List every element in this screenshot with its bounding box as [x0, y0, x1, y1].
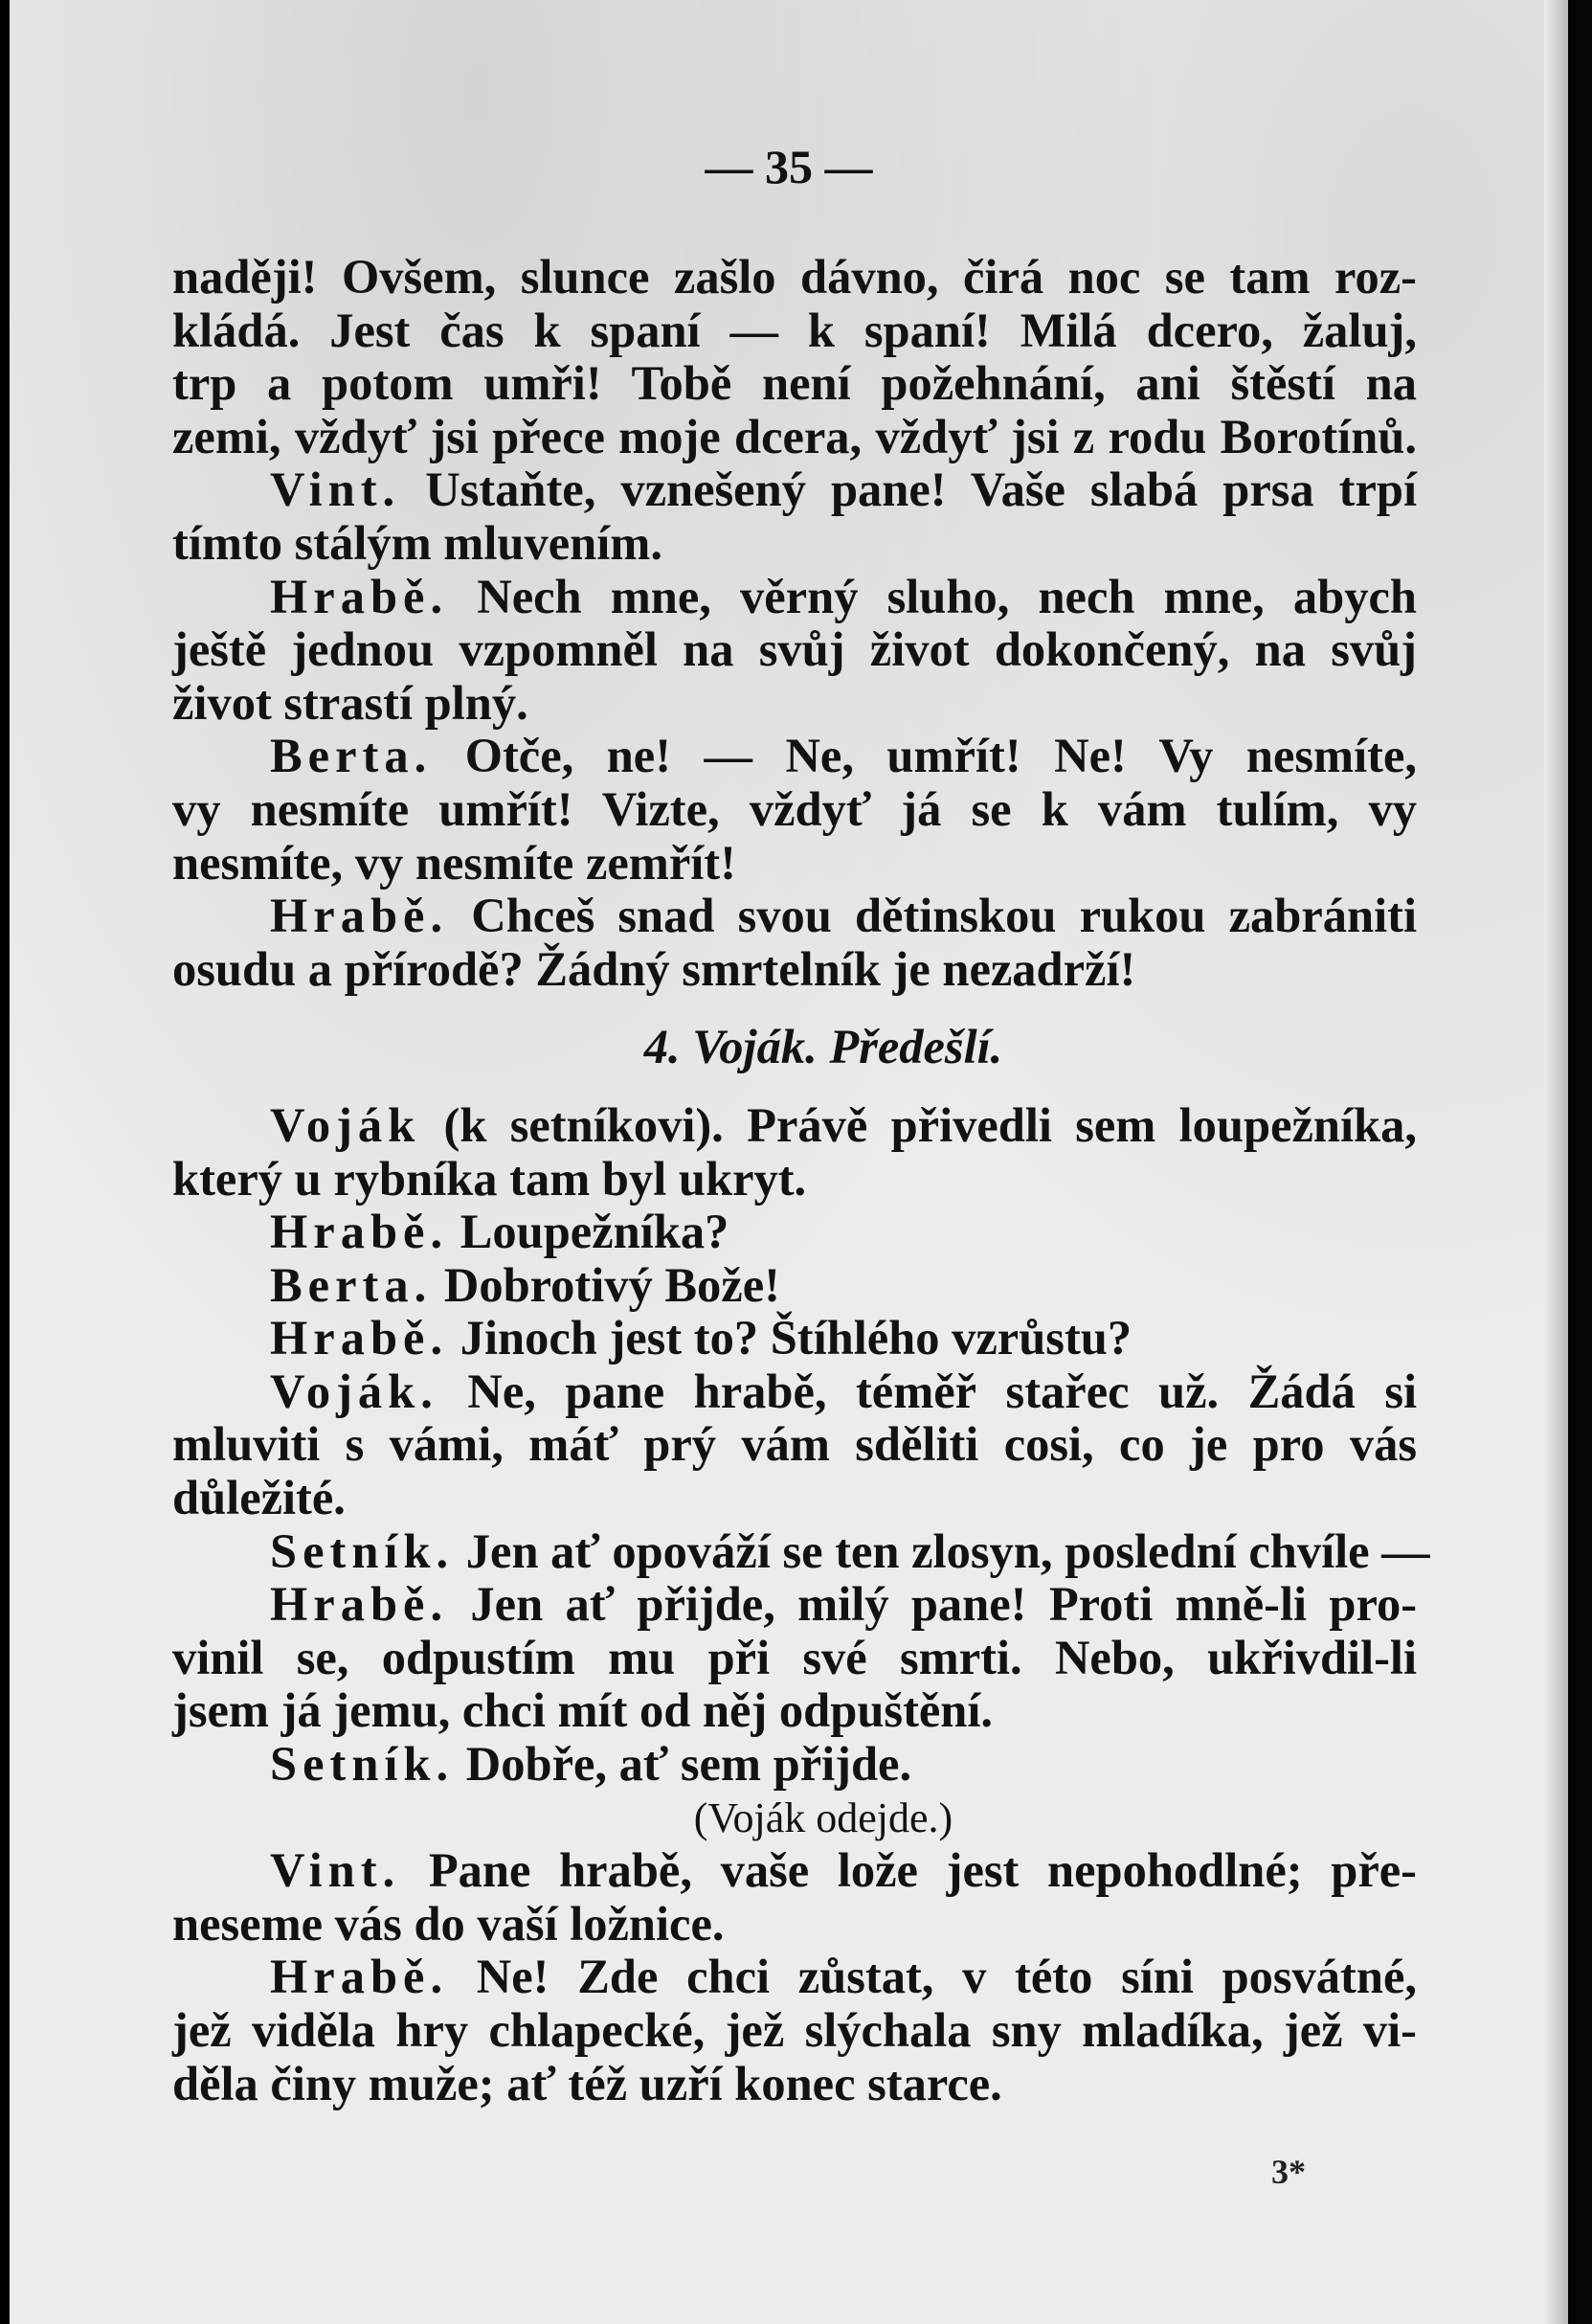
- text-line: osudu a přírodě? Žádný smrtelník je nezadrží!: [172, 941, 1136, 996]
- signature-mark: 3*: [1271, 2153, 1306, 2191]
- speaker-name: Setník.: [270, 1523, 455, 1578]
- text-line: tímto stálým mluvením.: [172, 515, 662, 570]
- dialogue-line: [172, 1099, 1417, 1153]
- page-text: [172, 250, 1430, 2110]
- dialogue-text: Pane hrabě, vaše lože jest nepohodlné; pře-: [428, 1843, 1418, 1898]
- text-line: nesmíte, vy nesmíte zemřít!: [172, 835, 736, 890]
- dialogue-line: [172, 1523, 1430, 1579]
- text-line: vy nesmíte umřít! Vizte, vždyť já se k vám tulím, vy: [172, 781, 1417, 836]
- text-line: důležité.: [172, 1471, 346, 1525]
- speaker-name: Setník.: [270, 1737, 455, 1792]
- speaker-name: Hrabě.: [270, 1950, 449, 2004]
- dialogue-line: [172, 1259, 1417, 1313]
- dialogue-text: Loupežníka?: [460, 1205, 729, 1259]
- speaker-name: Hrabě.: [270, 1205, 449, 1259]
- dialogue-line: [172, 463, 1417, 517]
- text-line: kládá. Jest čas k spaní — k spaní! Milá dcero, žaluj,: [172, 303, 1417, 357]
- text-line: mluviti s vámi, máť prý vám sděliti cosi, co je pro vás: [172, 1417, 1417, 1472]
- dialogue-line: [172, 1951, 1417, 2004]
- text-line: děla činy muže; ať též uzří konec starce.: [172, 2056, 1002, 2110]
- speaker-name: Voják: [270, 1097, 421, 1152]
- dialogue-line: [172, 890, 1417, 943]
- dialogue-text: Jen ať opováží se ten zlosyn, poslední chvíle —: [465, 1523, 1430, 1578]
- dialogue-text: Ne, pane hrabě, téměř stařec už. Žádá si: [467, 1364, 1417, 1418]
- page-gutter-shadow: [1544, 0, 1568, 2324]
- text-line: jež viděla hry chlapecké, jež slýchala sny mladíka, jež vi-: [172, 2003, 1417, 2057]
- dialogue-text: Dobrotivý Bože!: [443, 1257, 780, 1312]
- dialogue-line: [172, 1738, 1417, 1792]
- speaker-name: Vint.: [270, 1843, 401, 1898]
- dialogue-line: [172, 571, 1417, 624]
- book-page: [10, 0, 1568, 2324]
- dialogue-text: (k setníkovi). Právě přivedli sem loupežníka,: [443, 1097, 1417, 1152]
- dialogue-line: [172, 730, 1417, 783]
- dialogue-line: [172, 1578, 1417, 1632]
- text-line: trp a potom umři! Tobě není požehnání, ani štěstí na: [172, 356, 1417, 411]
- page-number: — 35 —: [705, 140, 873, 193]
- text-line: ještě jednou vzpomněl na svůj život dokončený, na svůj: [172, 622, 1417, 677]
- dialogue-text: Ustaňte, vznešený pane! Vaše slabá prsa trpí: [425, 463, 1418, 517]
- text-line: neseme vás do vaší ložnice.: [172, 1896, 725, 1951]
- dialogue-text: Jinoch jest to? Štíhlého vzrůstu?: [460, 1311, 1132, 1365]
- speaker-name: Voják.: [270, 1364, 438, 1418]
- scene-heading: 4. Voják. Předešlí.: [643, 1020, 1003, 1074]
- text-line: zemi, vždyť jsi přece moje dcera, vždyť jsi z rodu Borotínů.: [172, 409, 1417, 463]
- speaker-name: Hrabě.: [270, 1577, 449, 1632]
- dialogue-text: Nech mne, věrný sluho, nech mne, abych: [477, 569, 1418, 623]
- text-line: jsem já jemu, chci mít od něj odpuštění.: [172, 1683, 994, 1738]
- dialogue-line: [172, 1365, 1417, 1419]
- speaker-name: Vint.: [270, 463, 401, 517]
- speaker-name: Hrabě.: [270, 569, 449, 623]
- text-line: život strastí plný.: [172, 675, 528, 730]
- dialogue-line: [172, 1312, 1417, 1365]
- scan-left-edge: [0, 0, 10, 2324]
- dialogue-line: [172, 1844, 1417, 1898]
- dialogue-text: Ne! Zde chci zůstat, v této síni posvátné,: [476, 1950, 1417, 2004]
- dialogue-text: Otče, ne! — Ne, umřít! Ne! Vy nesmíte,: [464, 729, 1418, 783]
- dialogue-text: Chceš snad svou dětinskou rukou zabrániti: [471, 889, 1418, 943]
- stage-direction: (Voják odejde.): [693, 1794, 953, 1841]
- dialogue-line: [172, 1206, 1417, 1259]
- text-line: který u rybníka tam byl ukryt.: [172, 1151, 807, 1206]
- speaker-name: Hrabě.: [270, 1311, 449, 1365]
- speaker-name: Hrabě.: [270, 889, 449, 943]
- speaker-name: Berta.: [270, 729, 433, 783]
- dialogue-text: Jen ať přijde, milý pane! Proti mně-li pro-: [470, 1577, 1418, 1632]
- text-line: naději! Ovšem, slunce zašlo dávno, čirá noc se tam roz-: [172, 250, 1417, 304]
- speaker-name: Berta.: [270, 1257, 433, 1312]
- text-line: vinil se, odpustím mu při své smrti. Nebo, ukřivdil-li: [172, 1630, 1417, 1684]
- dialogue-text: Dobře, ať sem přijde.: [465, 1737, 912, 1792]
